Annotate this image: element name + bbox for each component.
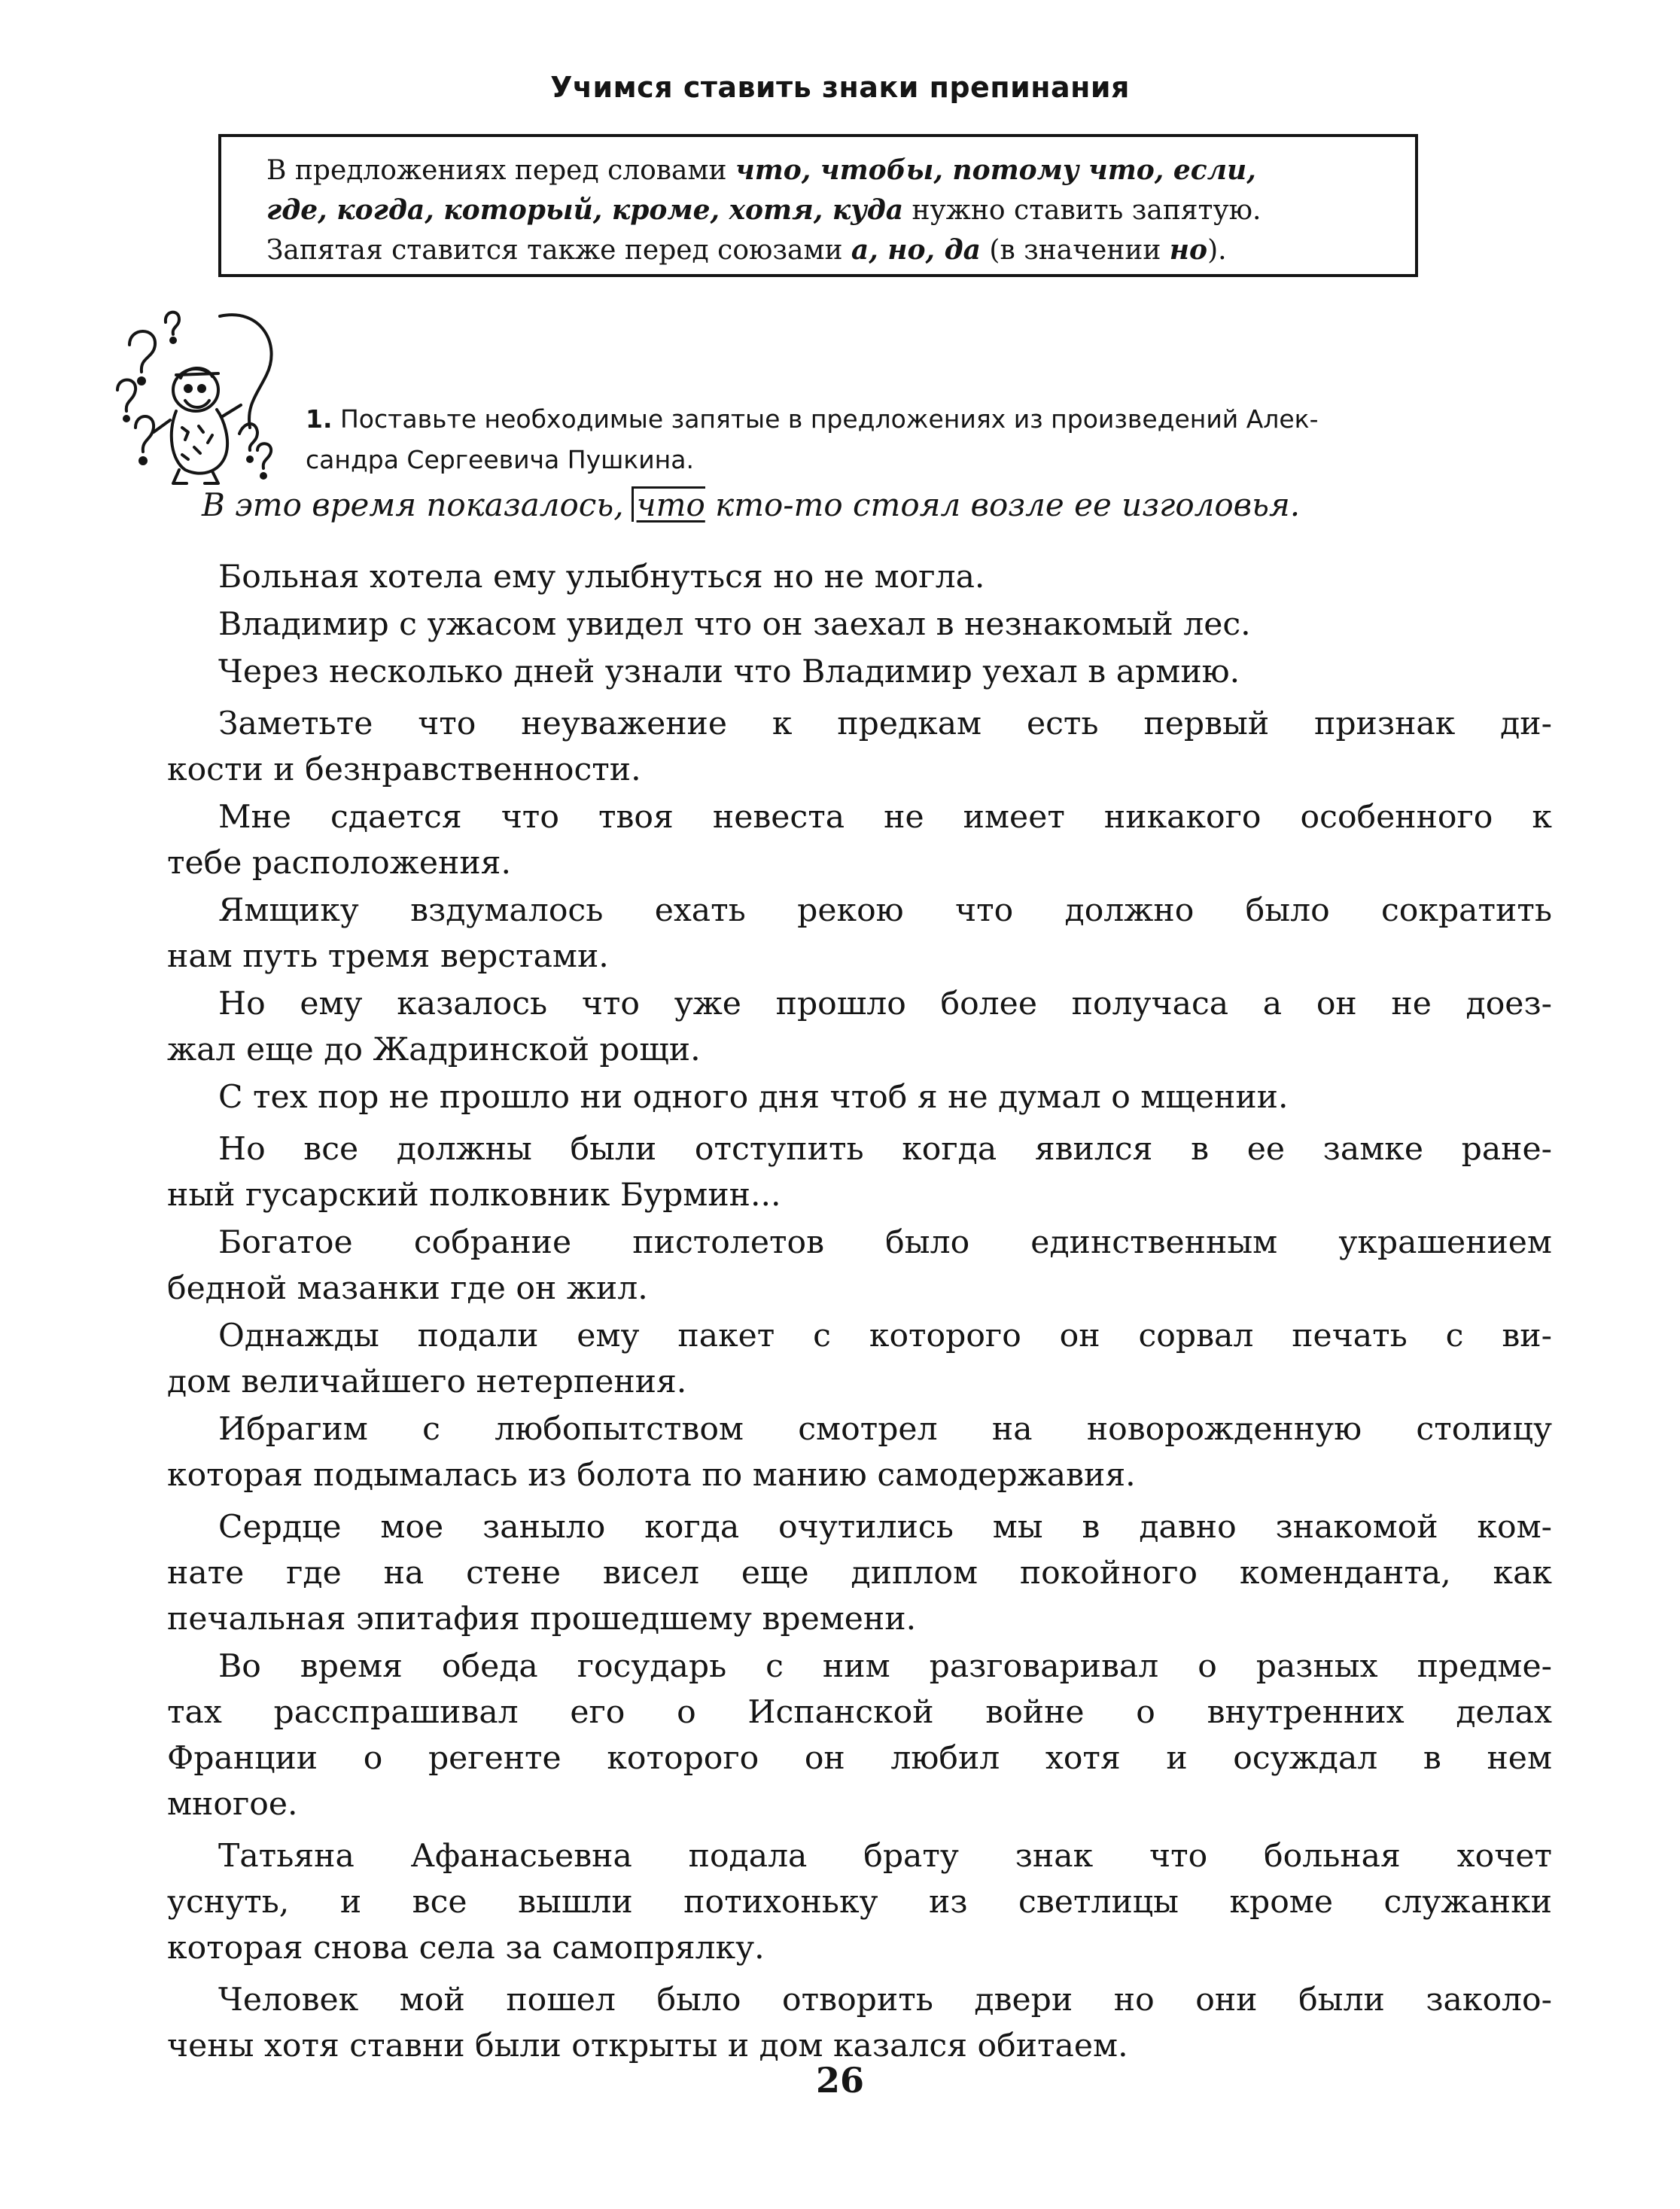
sentence-line: Заметьте что неуважение к предкам есть первый признак ди- [218,705,1552,742]
sentence-line: Человек мой пошел было отворить двери но они были заколо- [218,1982,1552,2019]
sentence-list [167,554,1552,2070]
sentence-item [167,1220,1552,1312]
sentence-line: Через несколько дней узнали что Владимир уехал в армию. [218,654,1240,690]
sentence-item [167,1406,1552,1498]
exercise-line-2: сандра Сергеевича Пушкина. [306,445,694,474]
sentence-line: тах расспрашивал его о Испанской войне о внутренних делах [167,1694,1552,1731]
sentence-line: Богатое собрание пистолетов было единственным украшением [218,1224,1552,1261]
sentence-line: многое. [167,1786,298,1823]
sentence-line: которая снова села за самопрялку. [167,1930,765,1967]
sentence-line: дом величайшего нетерпения. [167,1363,687,1400]
sentence-item [167,649,1552,695]
page-number: 26 [815,2060,864,2101]
sentence-line: которая подымалась из болота по манию самодержавия. [167,1457,1136,1494]
sentence-line: Но все должны были отступить когда явился в ее замке ране- [218,1131,1552,1168]
sentence-item [167,1074,1552,1120]
sentence-line: Франции о регенте которого он любил хотя и осуждал в нем [167,1740,1552,1777]
sentence-line: Ямщику вздумалось ехать рекою что должно было сократить [218,892,1552,929]
sentence-line: Ибрагим с любопытством смотрел на новорожденную столицу [218,1411,1552,1448]
rule-line-1: В предложениях перед словами что, чтобы, потому что, если, [266,154,1256,186]
sentence-item [167,701,1552,793]
sentence-line: Владимир с ужасом увидел что он заехал в незнакомый лес. [218,606,1251,643]
sentence-line: Татьяна Афанасьевна подала брату знак что больная хочет [218,1838,1552,1875]
sentence-item [167,554,1552,600]
sentence-item [167,1833,1552,1971]
rule-line-2: где, когда, который, кроме, хотя, куда нужно ставить запятую. [266,194,1262,226]
question-marks-character-icon [107,300,288,488]
sentence-item [167,981,1552,1073]
comma-marker: что [632,486,705,522]
sentence-line: чены хотя ставни были открыты и дом казался обитаем. [167,2028,1128,2064]
sentence-line: ный гусарский полковник Бурмин... [167,1177,781,1214]
exercise-line-1: 1. Поставьте необходимые запятые в предложениях из произведений Алек- [306,404,1319,434]
sentence-line: печальная эпитафия прошедшему времени. [167,1601,917,1638]
sentence-item [167,1126,1552,1218]
sentence-line: бедной мазанки где он жил. [167,1270,648,1307]
sentence-line: нам путь тремя верстами. [167,938,609,975]
sentence-line: Мне сдается что твоя невеста не имеет никакого особенного к [218,799,1552,836]
sentence-item [167,794,1552,886]
section-title: Учимся ставить знаки препинания [550,71,1130,104]
exercise-instruction [306,399,1555,480]
sentence-line: Однажды подали ему пакет с которого он сорвал печать с ви- [218,1318,1552,1354]
sentence-line: С тех пор не прошло ни одного дня чтоб я не думал о мщении. [218,1079,1289,1116]
exercise-number: 1. [306,404,333,434]
sentence-line: тебе расположения. [167,845,511,882]
sentence-line: Больная хотела ему улыбнуться но не могла. [218,559,985,596]
sentence-line: кости и безнравственности. [167,751,641,788]
sentence-line: Сердце мое заныло когда очутились мы в давно знакомой ком- [218,1509,1552,1546]
example-sentence: В это время показалось, что кто-то стоял возле ее изголовья. [202,486,1301,523]
rule-box [218,134,1418,277]
rule-line-3: Запятая ставится также перед союзами а, но, да (в значении но). [266,234,1227,266]
sentence-line: нате где на стене висел еще диплом покойного коменданта, как [167,1555,1552,1592]
sentence-item [167,1977,1552,2069]
sentence-item [167,888,1552,980]
sentence-item [167,1644,1552,1827]
sentence-item [167,602,1552,647]
sentence-line: Но ему казалось что уже прошло более получаса а он не доез- [218,986,1552,1022]
sentence-line: жал еще до Жадринской рощи. [167,1031,701,1068]
sentence-line: Во время обеда государь с ним разговаривал о разных предме- [218,1648,1552,1685]
sentence-line: уснуть, и все вышли потихоньку из светлицы кроме служанки [167,1884,1552,1921]
sentence-item [167,1313,1552,1405]
sentence-item [167,1504,1552,1642]
